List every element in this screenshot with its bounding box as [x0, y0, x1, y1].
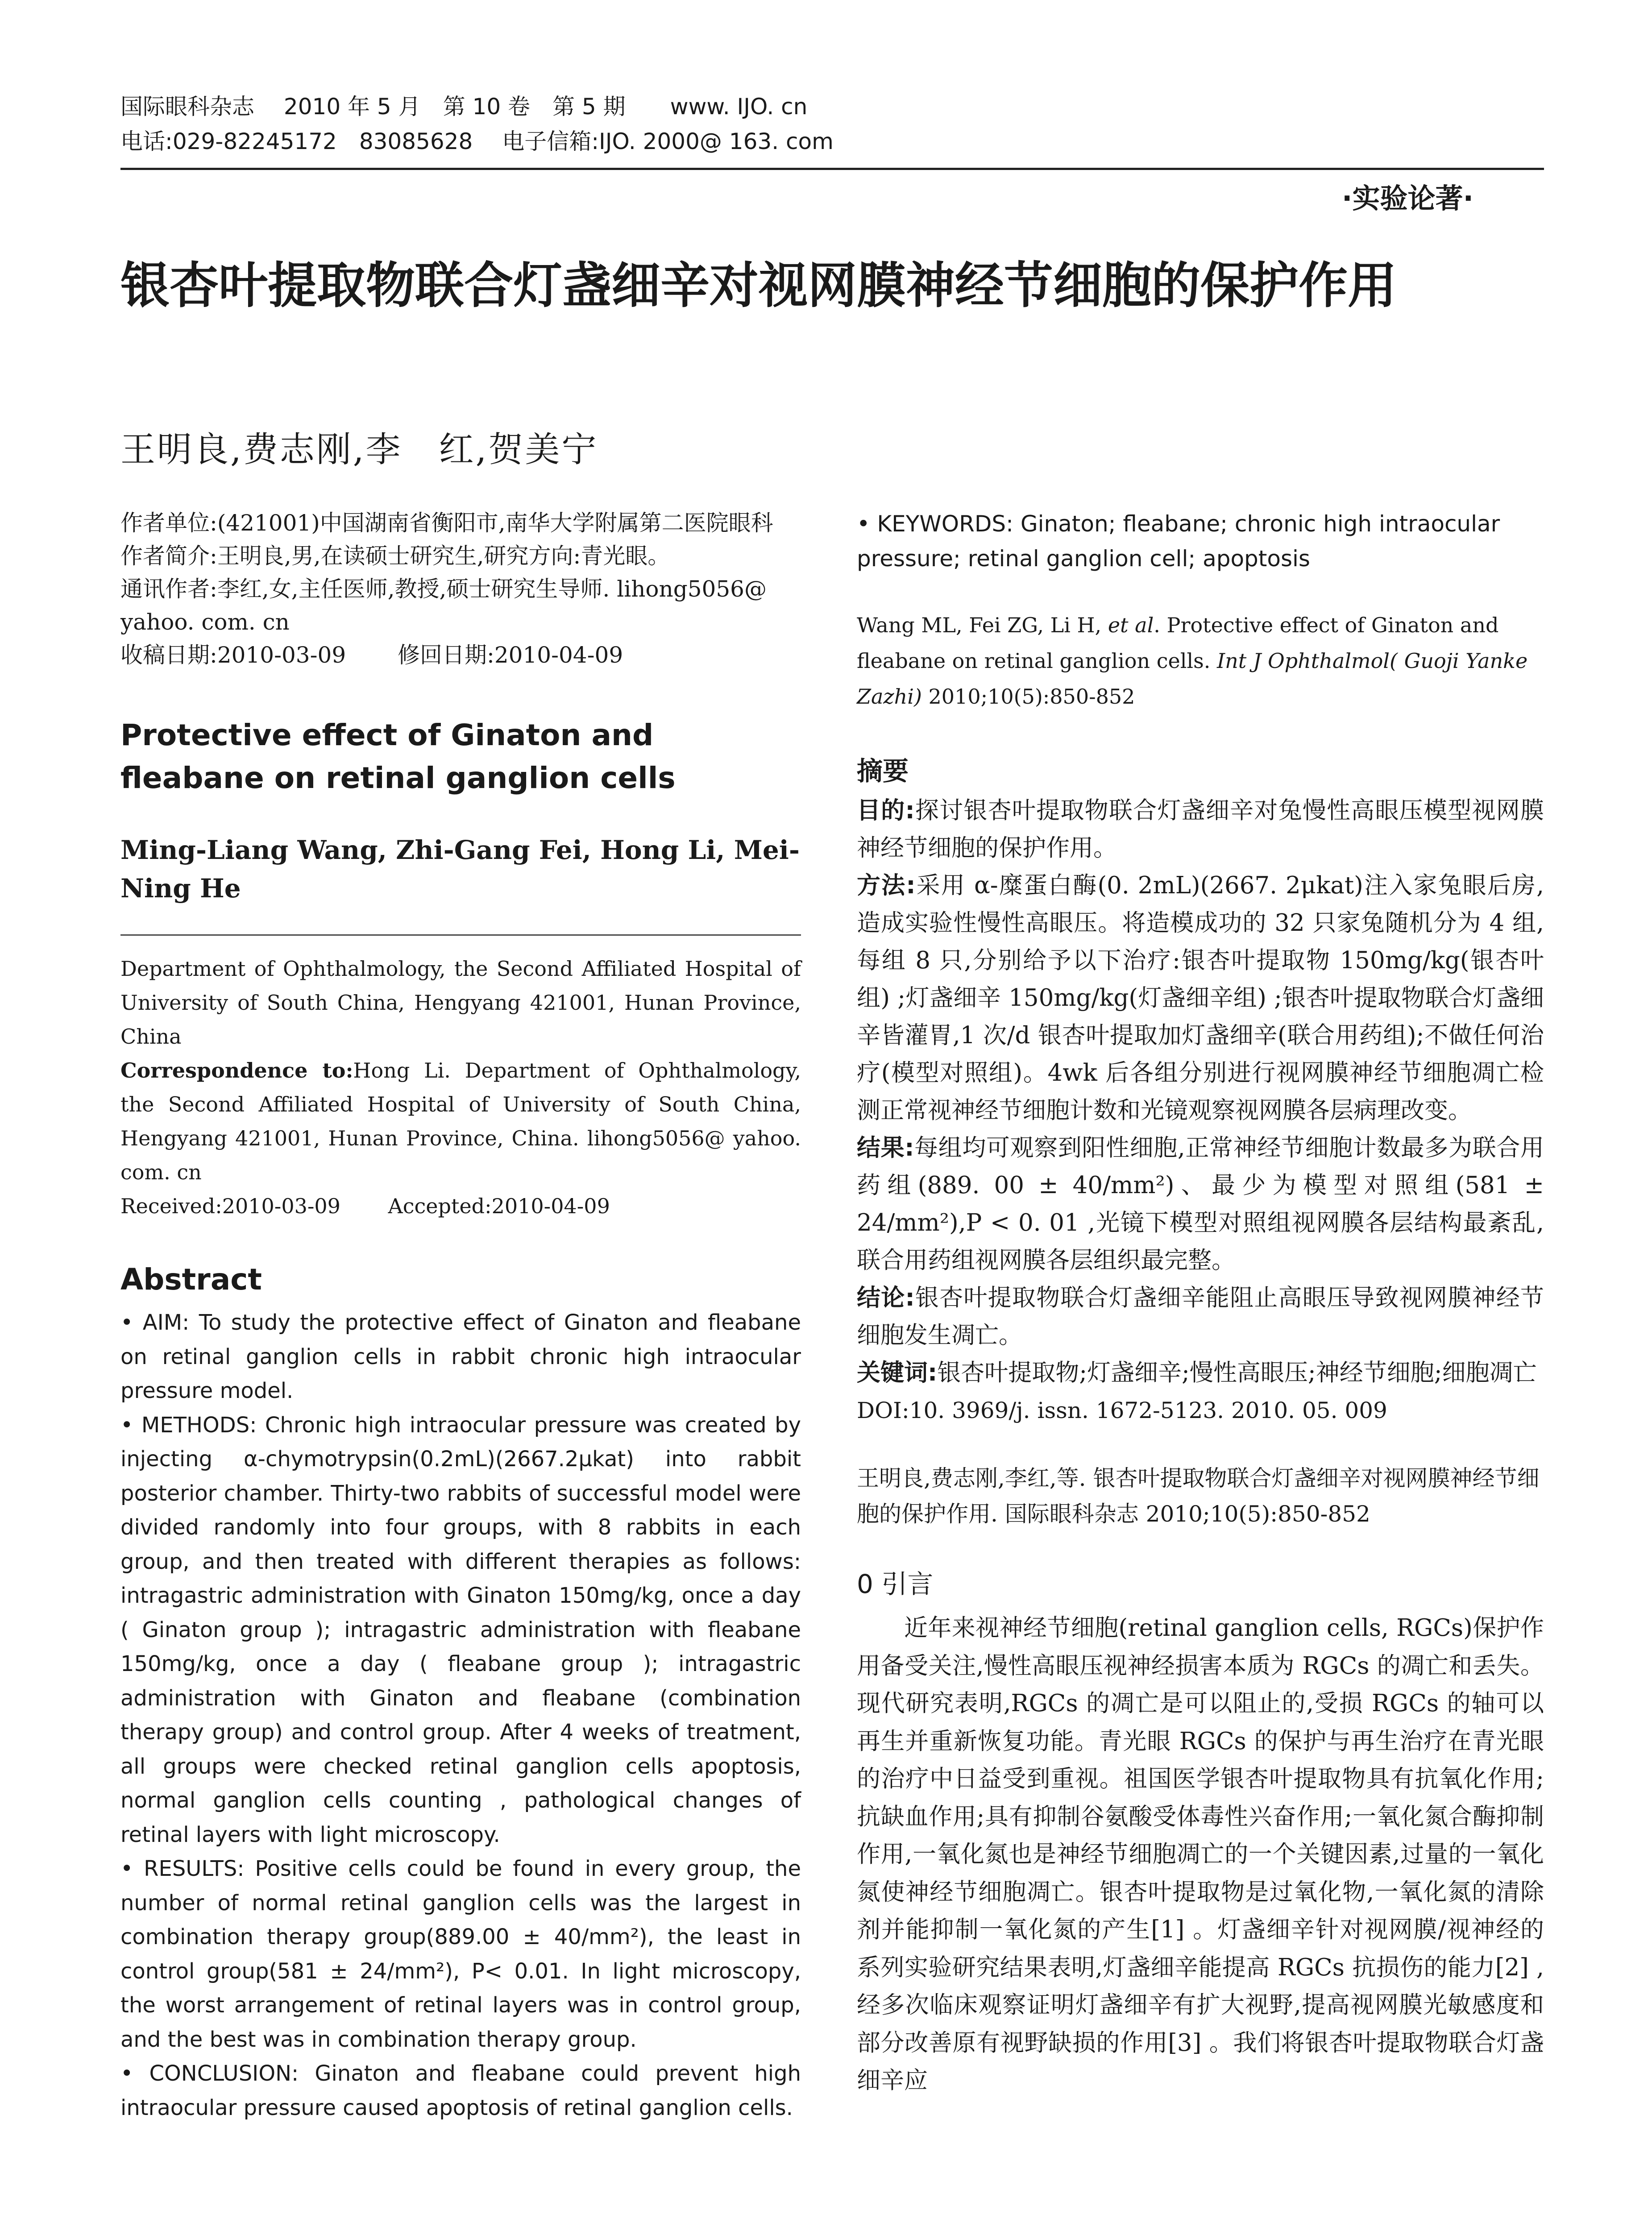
- section-label: ·实验论著·: [1341, 182, 1474, 215]
- cn-results-text: 每组均可观察到阳性细胞,正常神经节细胞计数最多为联合用药组(889. 00 ± 40/mm²)、最少为模型对照组(581 ± 24/mm²),P < 0. 01 ,光镜下模型对照组视网膜各层结构最紊乱,联合用药组视网膜各层组织最完整。: [857, 1134, 1544, 1274]
- citation-en-text: . Protective effect of Ginaton and fleabane on retinal ganglion cells.: [857, 613, 1499, 673]
- english-authors: Ming-Liang Wang, Zhi-Gang Fei, Hong Li, Mei-Ning He: [120, 835, 800, 904]
- cn-abstract-heading: 摘要: [857, 756, 909, 786]
- doi: DOI:10. 3969/j. issn. 1672-5123. 2010. 05. 009: [857, 1397, 1387, 1423]
- english-title: Protective effect of Ginaton and fleabane on retinal ganglion cells: [120, 718, 676, 795]
- cn-keywords-text: 银杏叶提取物;灯盏细辛;慢性高眼压;神经节细胞;细胞凋亡: [937, 1359, 1537, 1386]
- cn-conclusion-text: 银杏叶提取物联合灯盏细辛能阻止高眼压导致视网膜神经节细胞发生凋亡。: [857, 1284, 1544, 1349]
- abstract-aim: • AIM: To study the protective effect of Ginaton and fleabane on retinal ganglion cells in rabbit chronic high intraocular pressure model.: [120, 1310, 801, 1403]
- header-rule: [120, 168, 1544, 170]
- right-column: [857, 506, 1544, 2100]
- cn-methods: [857, 867, 1544, 1129]
- cn-conclusion: [857, 1279, 1544, 1354]
- cn-methods-label: 方法:: [857, 872, 916, 899]
- divider: [120, 934, 801, 936]
- english-affiliation: [120, 952, 801, 1223]
- correspondence-text: Hong Li. Department of Ophthalmology, the Second Affiliated Hospital of University of South China, Hengyang 421001, Hunan Province, China. lihong5056@ yahoo. com. cn: [120, 1058, 801, 1184]
- cn-aim: [857, 792, 1544, 867]
- citation-en: [857, 607, 1544, 714]
- authors-cn: 王明良,费志刚,李 红,贺美宁: [120, 430, 598, 470]
- intro-heading: 0 引言: [857, 1569, 934, 1599]
- correspondence-label: Correspondence to:: [120, 1058, 353, 1082]
- cn-keywords-label: 关键词:: [857, 1359, 938, 1386]
- department: Department of Ophthalmology, the Second Affiliated Hospital of University of South China, Hengyang 421001, Hunan Province, China: [120, 957, 801, 1049]
- abstract-conclusion: • CONCLUSION: Ginaton and fleabane could prevent high intraocular pressure caused apoptosis of retinal ganglion cells.: [120, 2061, 801, 2120]
- citation-cn: 王明良,费志刚,李红,等. 银杏叶提取物联合灯盏细辛对视网膜神经节细胞的保护作用. 国际眼科杂志 2010;10(5):850-852: [857, 1465, 1540, 1527]
- keywords-en: • KEYWORDS: Ginaton; fleabane; chronic high intraocular pressure; retinal ganglion cell; apoptosis: [857, 511, 1500, 572]
- cn-conclusion-label: 结论:: [857, 1284, 915, 1311]
- abstract-body: [120, 1306, 801, 2125]
- article-title: 银杏叶提取物联合灯盏细辛对视网膜神经节细胞的保护作用: [120, 257, 1397, 314]
- cn-abstract: [857, 792, 1544, 1429]
- abstract-heading: Abstract: [120, 1262, 262, 1297]
- author-bio: 作者简介:王明良,男,在读硕士研究生,研究方向:青光眼。: [120, 543, 670, 569]
- citation-en-journal: Int J Ophthalmol( Guoji Yanke Zazhi): [857, 649, 1528, 709]
- cn-aim-label: 目的:: [857, 797, 915, 824]
- author-unit: 作者单位:(421001)中国湖南省衡阳市,南华大学附属第二医院眼科: [120, 510, 773, 536]
- received-dates-cn: 收稿日期:2010-03-09 修回日期:2010-04-09: [120, 642, 623, 668]
- header-journal-line: 国际眼科杂志 2010 年 5 月 第 10 卷 第 5 期 www. IJO. cn: [120, 94, 808, 120]
- citation-en-etal: et al: [1108, 613, 1154, 637]
- cn-keywords: [857, 1354, 1544, 1392]
- header-contact-line: 电话:029-82245172 83085628 电子信箱:IJO. 2000@ 163. com: [120, 129, 834, 154]
- received-dates-en: Received:2010-03-09 Accepted:2010-04-09: [120, 1194, 610, 1218]
- cn-results: [857, 1129, 1544, 1279]
- cn-aim-text: 探讨银杏叶提取物联合灯盏细辛对兔慢性高眼压模型视网膜神经节细胞的保护作用。: [857, 797, 1544, 862]
- citation-en-tail: 2010;10(5):850-852: [921, 684, 1135, 709]
- left-column: [120, 506, 801, 2125]
- affiliation-cn: [120, 506, 801, 672]
- correspondence: [120, 1053, 801, 1189]
- corresponding-author: 通讯作者:李红,女,主任医师,教授,硕士研究生导师. lihong5056@ yahoo. com. cn: [120, 576, 767, 635]
- journal-header: [120, 89, 1544, 170]
- abstract-methods: • METHODS: Chronic high intraocular pressure was created by injecting α-chymotrypsin(0.2mL)(2667.2μkat) into rabbit posterior chamber. Thirty-two rabbits of successful model were divided randomly into four groups, with 8 rabbits in each group, and then treated with different therapies as follows: intragastric administration with Ginaton 150mg/kg, once a day ( Ginaton group ); intragastric administration with fleabane 150mg/kg, once a day ( fleabane group ); intragastric administration with Ginaton and fleabane (combination therapy group) and control group. After 4 weeks of treatment, all groups were checked retinal ganglion cells apoptosis, normal ganglion cells counting , pathological changes of retinal layers with light microscopy.: [120, 1412, 801, 1847]
- intro-paragraph: 近年来视神经节细胞(retinal ganglion cells, RGCs)保护作用备受关注,慢性高眼压视神经损害本质为 RGCs 的凋亡和丢失。现代研究表明,RGCs 的凋亡是可以阻止的,受损 RGCs 的轴可以再生并重新恢复功能。青光眼 RGCs 的保护与再生治疗在青光眼的治疗中日益受到重视。祖国医学银杏叶提取物具有抗氧化作用;抗缺血作用;具有抑制谷氨酸受体毒性兴奋作用;一氧化氮合酶抑制作用,一氧化氮也是神经节细胞凋亡的一个关键因素,过量的一氧化氮使神经节细胞凋亡。银杏叶提取物是过氧化物,一氧化氮的清除剂并能抑制一氧化氮的产生[1] 。灯盏细辛针对视网膜/视神经的系列实验研究结果表明,灯盏细辛能提高 RGCs 抗损伤的能力[2] ,经多次临床观察证明灯盏细辛有扩大视野,提高视网膜光敏感度和部分改善原有视野缺损的作用[3] 。我们将银杏叶提取物联合灯盏细辛应: [857, 1614, 1544, 2094]
- cn-results-label: 结果:: [857, 1134, 914, 1161]
- citation-en-authors: Wang ML, Fei ZG, Li H,: [857, 613, 1108, 637]
- abstract-results: • RESULTS: Positive cells could be found in every group, the number of normal retinal ganglion cells was the largest in combination therapy group(889.00 ± 40/mm²), the least in control group(581 ± 24/mm²), P< 0.01. In light microscopy, the worst arrangement of retinal layers was in control group, and the best was in combination therapy group.: [120, 1856, 801, 2052]
- cn-methods-text: 采用 α-糜蛋白酶(0. 2mL)(2667. 2μkat)注入家兔眼后房,造成实验性慢性高眼压。将造模成功的 32 只家兔随机分为 4 组,每组 8 只,分别给予以下治疗:银杏叶提取物 150mg/kg(银杏叶组) ;灯盏细辛 150mg/kg(灯盏细辛组) ;银杏叶提取物联合灯盏细辛皆灌胃,1 次/d 银杏叶提取加灯盏细辛(联合用药组);不做任何治疗(模型对照组)。4wk 后各组分别进行视网膜神经节细胞凋亡检测正常视神经节细胞计数和光镜观察视网膜各层病理改变。: [857, 872, 1544, 1124]
